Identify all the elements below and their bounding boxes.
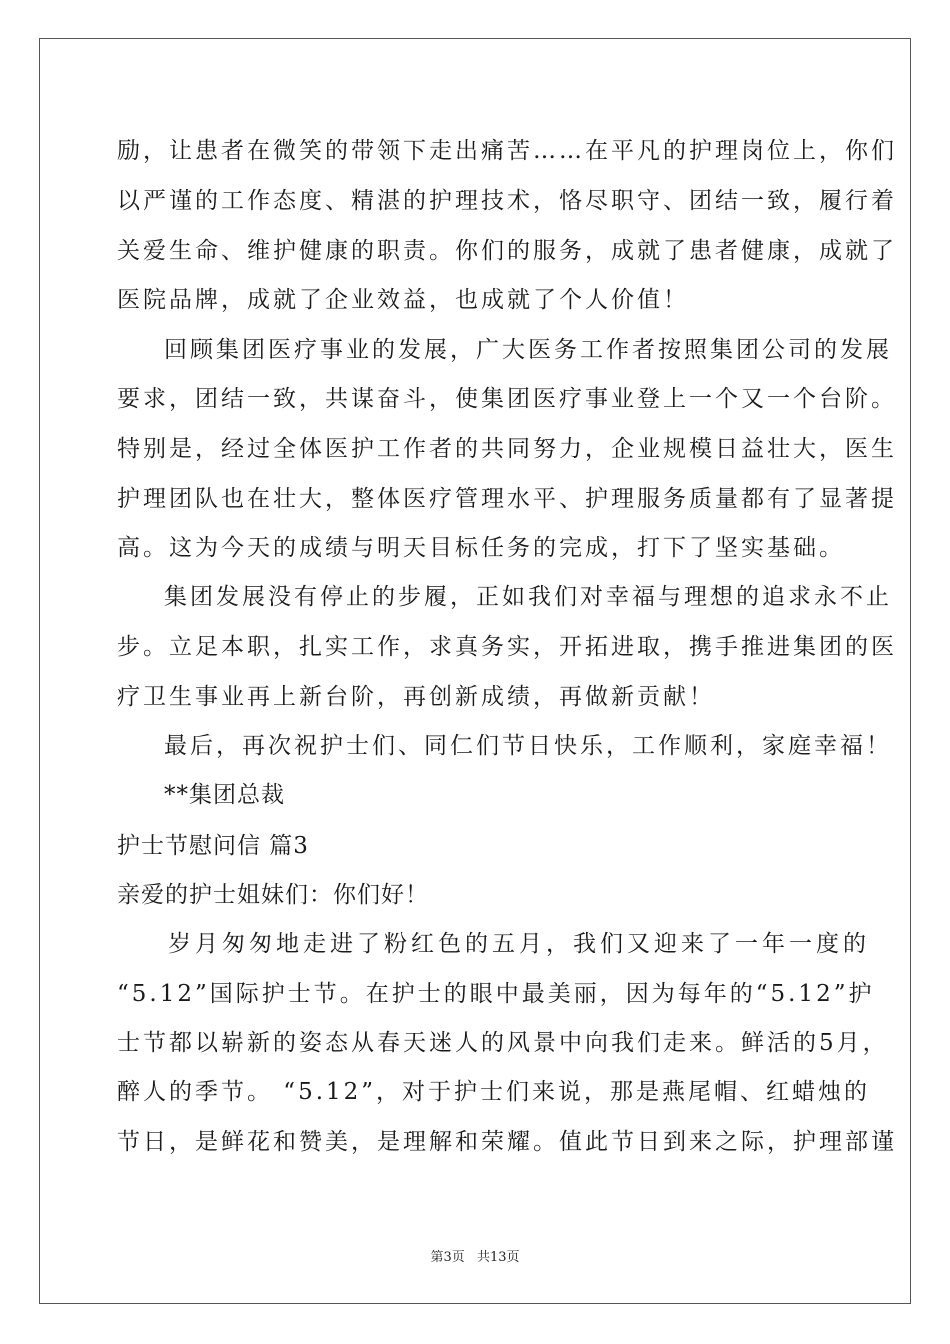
signature: **集团总裁 bbox=[164, 782, 285, 808]
body-line: 以严谨的工作态度、精湛的护理技术，恪尽职守、团结一致，履行着 bbox=[117, 188, 897, 214]
body-line: 岁月匆匆地走进了粉红色的五月，我们又迎来了一年一度的 bbox=[168, 931, 870, 957]
body-line: 回顾集团医疗事业的发展，广大医务工作者按照集团公司的发展 bbox=[164, 337, 892, 363]
page-border bbox=[39, 38, 911, 1304]
body-line: 关爱生命、维护健康的职责。你们的服务，成就了患者健康，成就了 bbox=[117, 238, 897, 264]
body-line: 高。这为今天的成绩与明天目标任务的完成，打下了坚实基础。 bbox=[117, 535, 845, 561]
body-line: 最后，再次祝护士们、同仁们节日快乐，工作顺利，家庭幸福！ bbox=[164, 733, 892, 759]
body-line: 疗卫生事业再上新台阶，再创新成绩，再做新贡献！ bbox=[117, 684, 715, 710]
body-line: 护理团队也在壮大，整体医疗管理水平、护理服务质量都有了显著提 bbox=[117, 486, 897, 512]
section-heading: 护士节慰问信 篇3 bbox=[117, 833, 309, 859]
body-line: 步。立足本职，扎实工作，求真务实，开拓进取，携手推进集团的医 bbox=[117, 634, 897, 660]
body-line: 医院品牌，成就了企业效益，也成就了个人价值！ bbox=[117, 287, 689, 313]
page-total: 共13页 bbox=[476, 1250, 520, 1265]
body-line: “5.12”国际护士节。在护士的眼中最美丽，因为每年的“5.12”护 bbox=[117, 981, 875, 1007]
body-line: 励，让患者在微笑的带领下走出痛苦……在平凡的护理岗位上，你们 bbox=[117, 138, 897, 164]
body-line: 集团发展没有停止的步履，正如我们对幸福与理想的追求永不止 bbox=[164, 584, 892, 610]
body-line: 节日，是鲜花和赞美，是理解和荣耀。值此节日到来之际，护理部谨 bbox=[117, 1129, 897, 1155]
page-footer bbox=[0, 1246, 950, 1265]
page-number: 第3页 bbox=[430, 1250, 465, 1265]
body-line: 醉人的季节。 “5.12”，对于护士们来说，那是燕尾帽、红蜡烛的 bbox=[117, 1079, 871, 1105]
salutation: 亲爱的护士姐妹们：你们好！ bbox=[117, 882, 429, 908]
body-line: 特别是，经过全体医护工作者的共同努力，企业规模日益壮大，医生 bbox=[117, 436, 897, 462]
body-line: 士节都以崭新的姿态从春天迷人的风景中向我们走来。鲜活的5月， bbox=[117, 1030, 889, 1056]
body-line: 要求，团结一致，共谋奋斗，使集团医疗事业登上一个又一个台阶。 bbox=[117, 386, 897, 412]
